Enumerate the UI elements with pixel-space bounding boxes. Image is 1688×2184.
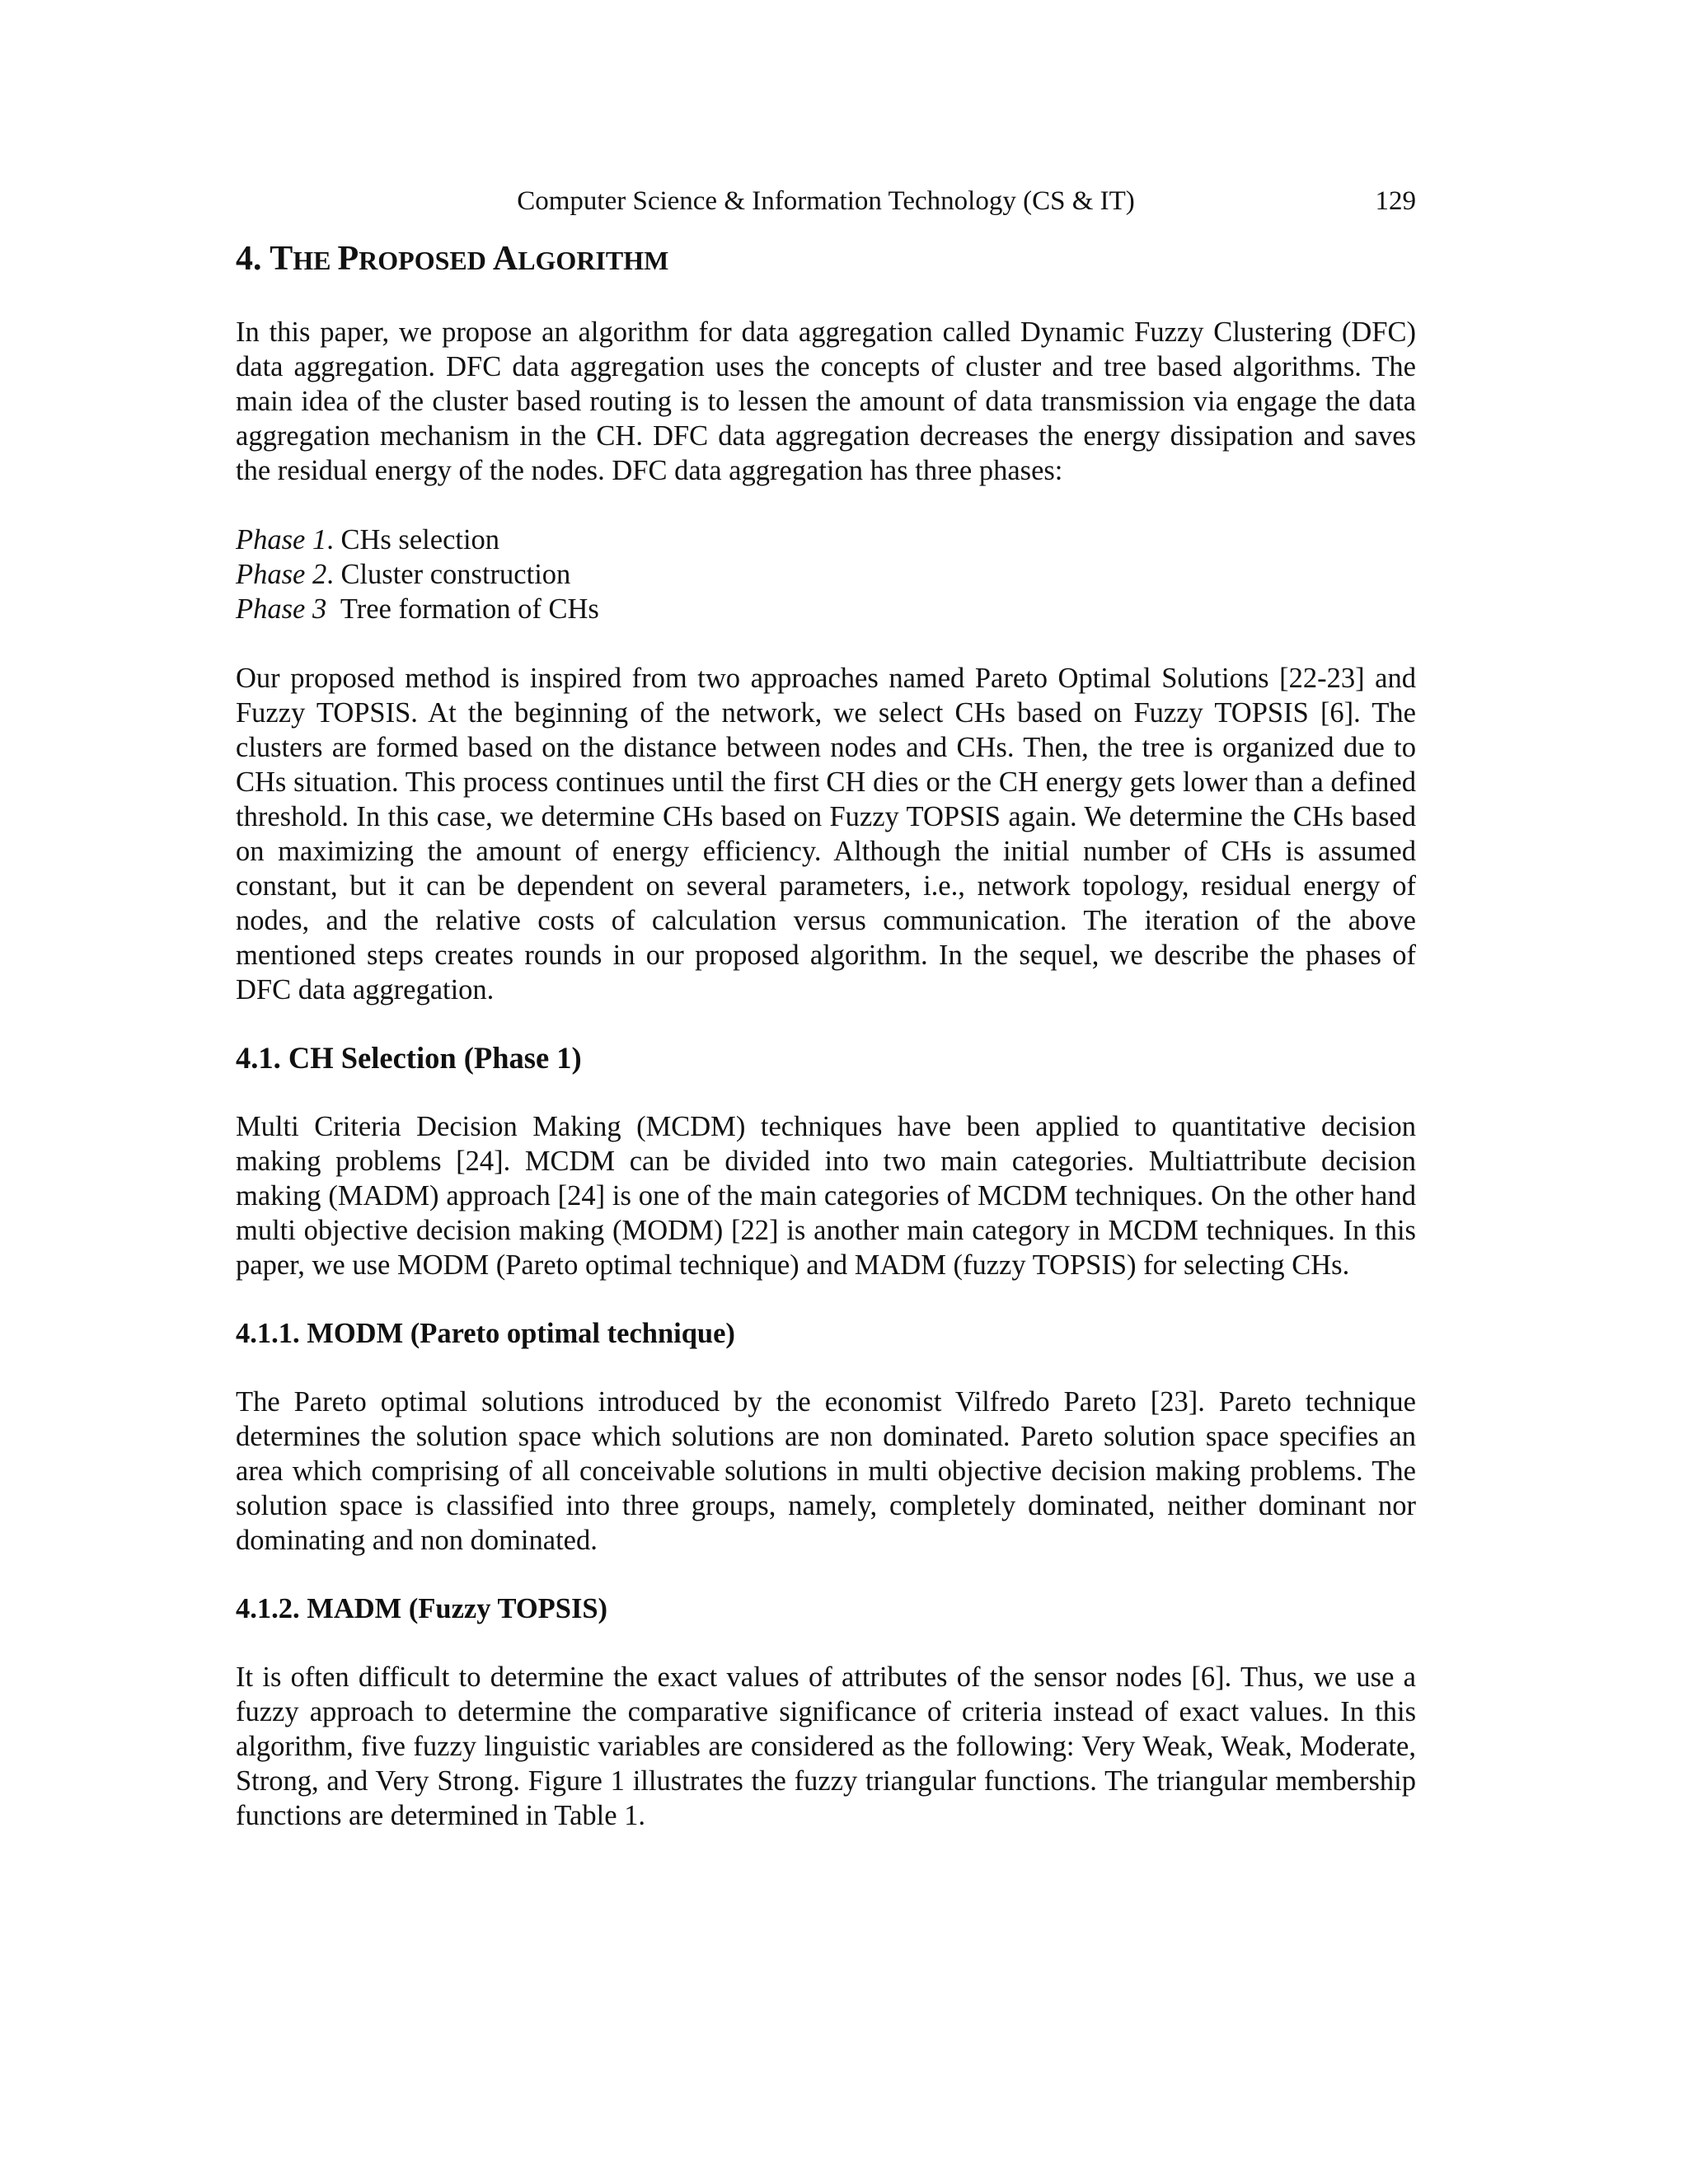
phase-label: Phase 1 (236, 524, 327, 555)
phase-item (236, 557, 1416, 592)
phase-list (236, 523, 1416, 626)
section-title-word-2-cap: P (337, 240, 359, 278)
subsection-4-1-2-paragraph: It is often difficult to determine the exact values of attributes of the sensor nodes [6]. Thus, we use a fuzzy approach to determine the comparative significance of criteria instead of exact values. In this algorithm, five fuzzy linguistic variables are considered as the following: Very Weak, Weak, Moderate, Strong, and Very Strong. Figure 1 illustrates the fuzzy triangular functions. The triangular membership functions are determined in Table 1. (236, 1661, 1416, 1831)
phase-item (236, 523, 1416, 557)
section-title-word-3-rest: LGORITHM (518, 246, 669, 275)
phase-separator: . (326, 559, 341, 590)
page-body (236, 234, 1416, 1833)
subsection-4-1-paragraph: Multi Criteria Decision Making (MCDM) techniques have been applied to quantitative decision making problems [24]. MCDM can be divided into two main categories. Multiattribute decision making (MADM) approach [24] is one of the main categories of MCDM techniques. On the other hand multi objective decision making (MODM) [22] is another main category in MCDM techniques. In this paper, we use MODM (Pareto optimal technique) and MADM (fuzzy TOPSIS) for selecting CHs. (236, 1111, 1416, 1281)
section-title-word-2-rest: ROPOSED (359, 246, 493, 275)
subsection-4-1-1-paragraph: The Pareto optimal solutions introduced by the economist Vilfredo Pareto [23]. Pareto technique determines the solution space which solutions are non dominated. Pareto solution space specifies an area which comprising of all conceivable solutions in multi objective decision making problems. The solution space is classified into three groups, namely, completely dominated, neither dominant nor dominating and non dominated. (236, 1386, 1416, 1556)
method-paragraph: Our proposed method is inspired from two approaches named Pareto Optimal Solutions [22-23] and Fuzzy TOPSIS. At the beginning of the network, we select CHs based on Fuzzy TOPSIS [6]. The clusters are formed based on the distance between nodes and CHs. Then, the tree is organized due to CHs situation. This process continues until the first CH dies or the CH energy gets lower than a defined threshold. In this case, we determine CHs based on Fuzzy TOPSIS again. We determine the CHs based on maximizing the amount of energy efficiency. Although the initial number of CHs is assumed constant, but it can be dependent on several parameters, i.e., network topology, residual energy of nodes, and the relative costs of calculation versus communication. The iteration of the above mentioned steps creates rounds in our proposed algorithm. In the sequel, we describe the phases of DFC data aggregation. (236, 663, 1416, 1005)
section-title-number: 4. T (236, 240, 293, 278)
section-title (236, 234, 1416, 285)
phase-separator (326, 593, 340, 625)
phase-text: Tree formation of CHs (340, 593, 599, 625)
journal-title: Computer Science & Information Technology (CS & IT) (517, 186, 1135, 216)
phase-item (236, 592, 1416, 626)
phase-label: Phase 3 (236, 593, 327, 625)
running-header (236, 185, 1416, 218)
subsection-title-4-1: 4.1. CH Selection (Phase 1) (236, 1041, 582, 1075)
phase-separator: . (326, 524, 341, 555)
intro-paragraph: In this paper, we propose an algorithm for data aggregation called Dynamic Fuzzy Clustering (DFC) data aggregation. DFC data aggregation uses the concepts of cluster and tree based algorithms. The main idea of the cluster based routing is to lessen the amount of data transmission via engage the data aggregation mechanism in the CH. DFC data aggregation decreases the energy dissipation and saves the residual energy of the nodes. DFC data aggregation has three phases: (236, 316, 1416, 486)
section-title-word-3-cap: A (492, 240, 518, 278)
subsection-title-4-1-1: 4.1.1. MODM (Pareto optimal technique) (236, 1318, 735, 1349)
phase-text: Cluster construction (340, 559, 571, 590)
phase-text: CHs selection (340, 524, 500, 555)
page-number: 129 (1375, 186, 1416, 216)
section-title-word-1-rest: HE (293, 246, 338, 275)
subsection-title-4-1-2: 4.1.2. MADM (Fuzzy TOPSIS) (236, 1593, 608, 1624)
phase-label: Phase 2 (236, 559, 327, 590)
